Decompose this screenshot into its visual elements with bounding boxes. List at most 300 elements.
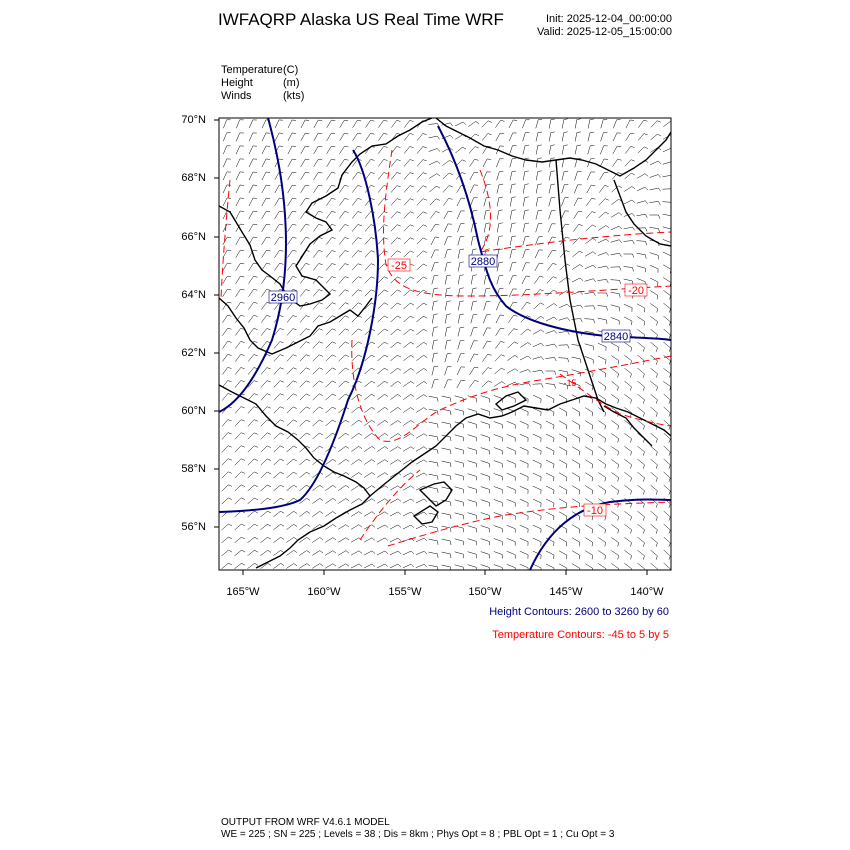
field-height: Height (m) [221, 77, 300, 89]
wind-barb [339, 277, 349, 284]
wind-barb [223, 289, 232, 297]
wind-barb [287, 355, 297, 362]
wind-barb [339, 225, 348, 232]
wind-barb [286, 564, 297, 569]
wind-barb [546, 460, 554, 468]
wind-barb [520, 343, 531, 348]
wind-barb [598, 293, 608, 297]
wind-barb [287, 381, 297, 387]
wind-barb [562, 119, 568, 129]
wind-barb [546, 551, 554, 559]
wind-barb [223, 315, 232, 322]
wind-barb [261, 511, 272, 517]
wind-barb [468, 461, 477, 468]
wind-barb [468, 121, 479, 126]
wind-barb [288, 211, 297, 219]
wind-barb [611, 199, 622, 204]
wind-barb [611, 305, 620, 311]
wind-barb [549, 171, 555, 180]
wind-barb [650, 303, 657, 312]
wind-barb [536, 223, 543, 232]
wind-barb [494, 500, 503, 507]
wind-barb [391, 186, 401, 193]
wind-barb [508, 329, 518, 336]
wind-barb [664, 550, 671, 560]
wind-barb [403, 525, 414, 529]
wind-barb [638, 446, 645, 455]
wind-barb [483, 341, 491, 349]
wind-barb [650, 381, 657, 390]
wind-barb [510, 146, 517, 155]
wind-barb [377, 394, 388, 399]
wind-barb [417, 186, 427, 193]
wind-barb [429, 149, 440, 152]
wind-barb [326, 368, 336, 374]
wind-barb [390, 407, 401, 412]
wind-barb [651, 433, 658, 443]
wind-barb [457, 211, 465, 219]
wind-barb [533, 447, 541, 455]
wind-barb [482, 134, 491, 141]
wind-barb [468, 526, 477, 533]
wind-barb [598, 434, 605, 443]
wind-barb [391, 212, 401, 219]
wind-barb [416, 447, 427, 452]
wind-barb [378, 368, 389, 374]
wind-barb [261, 381, 271, 388]
wind-barb [223, 263, 232, 271]
wind-barb [313, 250, 322, 257]
wind-barb [378, 381, 388, 387]
wind-barb [223, 133, 230, 141]
wind-barb [391, 355, 402, 361]
wind-barb [273, 563, 284, 568]
wind-barb [624, 187, 635, 192]
wind-barb [663, 382, 670, 391]
wind-barb [624, 355, 631, 364]
wind-barb [458, 262, 464, 272]
wind-barb [585, 538, 593, 547]
wind-barb [520, 473, 528, 481]
wind-barb [236, 133, 244, 141]
wind-barb [533, 357, 544, 360]
wind-barb [404, 147, 413, 154]
wind-barb [390, 525, 401, 529]
wind-barb [236, 120, 243, 128]
wind-barb [313, 303, 323, 310]
wind-barb [585, 279, 596, 282]
wind-barb [417, 225, 427, 231]
footer-line-2: WE = 225 ; SN = 225 ; Levels = 38 ; Dis = 8km ; Phys Opt = 8 ; PBL Opt = 1 ; Cu Opt = 3 [221, 829, 615, 840]
wind-barb [572, 408, 580, 416]
wind-barb [496, 159, 503, 167]
wind-barb [365, 355, 375, 361]
wind-barb [223, 120, 230, 128]
wind-barb [378, 225, 388, 232]
wind-barb [651, 134, 661, 140]
wind-barb [249, 289, 258, 296]
wind-barb [391, 251, 401, 257]
wind-barb [260, 563, 271, 568]
lat-label-68: 68°N [181, 172, 206, 184]
wind-barb [404, 290, 414, 296]
wind-barb [366, 133, 375, 140]
map-title: IWFAQRP Alaska US Real Time WRF [218, 10, 504, 29]
wind-barb [429, 474, 439, 480]
wind-barb [585, 525, 593, 534]
wind-barb [624, 433, 631, 442]
wind-barb [223, 224, 231, 232]
wind-barb [520, 564, 528, 572]
wind-barb [651, 472, 658, 482]
wind-barb [442, 409, 451, 415]
wind-barb [403, 499, 414, 503]
wind-barb [650, 175, 661, 178]
wind-barb [598, 343, 606, 351]
wind-barb [572, 564, 580, 573]
wind-barb [339, 290, 349, 297]
wind-barb [339, 251, 349, 258]
wind-barb [339, 303, 349, 310]
wind-barb [261, 472, 271, 478]
wind-barb [390, 368, 401, 374]
wind-barb [274, 472, 284, 478]
wind-barb [509, 276, 516, 285]
wind-barb [312, 511, 323, 516]
wind-barb [429, 136, 440, 139]
wind-barb [494, 526, 503, 533]
wind-barb [222, 563, 233, 569]
lon-label-155: 155°W [388, 586, 422, 598]
lon-label-160: 160°W [307, 586, 341, 598]
wind-barb [248, 302, 257, 309]
wind-barb [416, 342, 427, 347]
wind-barb [455, 539, 464, 545]
wind-barb [390, 381, 401, 386]
wind-barb [338, 446, 349, 451]
wind-barb [651, 446, 658, 456]
wind-barb [288, 159, 296, 167]
wind-barb [313, 316, 323, 323]
wind-barb [223, 237, 231, 245]
wind-barb [274, 368, 284, 375]
wind-barb [664, 303, 671, 312]
temp-label-minus15: -15 [563, 378, 577, 388]
wind-barb [546, 512, 554, 520]
wind-barb [327, 146, 336, 154]
wind-barb [611, 317, 619, 324]
wind-barb [546, 447, 554, 455]
wind-barb [377, 551, 388, 555]
lon-label-150: 150°W [468, 586, 502, 598]
wind-barb [548, 250, 557, 258]
wind-barb [300, 472, 311, 478]
wind-barb [431, 224, 440, 232]
wind-barb [455, 474, 464, 480]
wind-barb [351, 459, 362, 464]
wind-barb [287, 485, 298, 491]
wind-barb [327, 159, 336, 167]
wind-barb [432, 340, 437, 350]
wind-barb [404, 329, 415, 335]
wind-barb [600, 146, 607, 154]
wind-barb [598, 538, 605, 547]
wind-barb [325, 512, 336, 517]
wind-barb [404, 120, 413, 127]
wind-barb [222, 537, 232, 543]
wind-barb [236, 211, 244, 219]
wind-barb [549, 145, 555, 155]
wind-barb [403, 486, 414, 490]
wind-barb [248, 328, 257, 335]
wind-barb [638, 459, 645, 468]
wind-barb [314, 120, 322, 128]
temperature-legend: Temperature Contours: -45 to 5 by 5 [492, 629, 669, 641]
wind-barb [313, 224, 322, 231]
wind-barb [416, 421, 427, 426]
wind-barb [301, 159, 309, 167]
wind-barb [301, 120, 309, 128]
wind-barb [432, 327, 437, 337]
wind-barb [249, 185, 257, 193]
wind-barb [638, 407, 645, 416]
wind-barb [326, 277, 336, 284]
wind-barb [507, 395, 515, 402]
wind-barb [432, 275, 438, 284]
wind-barb [275, 211, 284, 219]
wind-barb [651, 485, 658, 495]
wind-barb [523, 210, 529, 219]
wind-barb [664, 446, 671, 456]
wind-barb [651, 511, 658, 521]
wind-barb [470, 354, 478, 362]
wind-barb [377, 473, 388, 478]
wind-barb [325, 485, 336, 490]
wind-barb [650, 161, 661, 165]
wind-barb [404, 251, 414, 257]
wind-barb [352, 277, 362, 284]
wind-barb [520, 551, 528, 559]
wind-barb [523, 171, 529, 180]
border-line [556, 160, 604, 412]
wind-barb [222, 485, 232, 491]
wind-barb [546, 421, 554, 429]
wind-barb [378, 120, 387, 127]
wind-barb [536, 132, 542, 141]
wind-barb [313, 368, 323, 374]
wind-barb [288, 133, 296, 141]
wind-barb [339, 329, 349, 335]
wind-barb [236, 276, 245, 284]
wind-barb [262, 250, 271, 258]
wind-barb [481, 526, 490, 533]
wind-barb [598, 551, 605, 560]
wind-barb [351, 564, 362, 568]
wind-barb [365, 172, 374, 179]
wind-barb [481, 487, 490, 494]
wind-barb [470, 198, 477, 206]
wind-barb [365, 264, 375, 271]
wind-barb [572, 538, 580, 547]
wind-barb [520, 538, 528, 546]
wind-barb [536, 171, 542, 181]
wind-barb [353, 120, 362, 128]
wind-barb [222, 354, 231, 361]
wind-barb [338, 551, 349, 556]
wind-barb [534, 290, 544, 297]
wind-barb [664, 511, 671, 521]
wind-barb [650, 202, 661, 206]
wind-barb [300, 355, 310, 362]
wind-barb [624, 550, 631, 559]
wind-barb [352, 303, 362, 309]
wind-barb [390, 564, 401, 568]
wind-barb [377, 460, 388, 465]
wind-barb [611, 267, 622, 271]
wind-barb [507, 447, 515, 454]
wind-barb [352, 198, 361, 205]
wind-barb [481, 461, 490, 468]
wind-barb [223, 172, 231, 180]
wind-barb [497, 197, 503, 206]
wind-barb [261, 394, 271, 401]
wind-barb [469, 147, 479, 154]
wind-barb [314, 133, 322, 141]
wind-barb [300, 368, 310, 374]
wind-barb [522, 120, 529, 128]
wind-barb [352, 212, 361, 219]
wind-barb [352, 185, 361, 192]
wind-barb [235, 472, 245, 478]
wind-barb [549, 158, 555, 168]
lat-label-58: 58°N [181, 463, 206, 475]
wind-barb [262, 263, 271, 270]
wind-barb [574, 211, 583, 219]
wind-barb [468, 435, 477, 442]
wind-barb [611, 240, 622, 243]
wind-barb [458, 301, 463, 311]
wind-barb [236, 172, 244, 180]
wind-barb [455, 435, 464, 441]
wind-barb [533, 486, 541, 494]
wind-barb [443, 198, 452, 205]
wind-barb [585, 319, 595, 323]
wind-barb [339, 368, 349, 374]
wind-barb [598, 266, 609, 269]
wind-barb [546, 473, 554, 481]
lat-label-66: 66°N [181, 231, 206, 243]
wind-barb [273, 524, 284, 530]
wind-barb [314, 172, 323, 180]
wind-barb [442, 474, 451, 480]
wind-barb [403, 551, 414, 555]
wind-barb [222, 433, 232, 440]
wind-barb [222, 367, 231, 374]
wind-barb [287, 250, 296, 257]
wind-barb [547, 263, 556, 270]
wind-barb [624, 394, 631, 403]
wind-barb [249, 172, 257, 180]
wind-barb [637, 201, 648, 204]
wind-barb [574, 198, 582, 206]
wind-barb [299, 551, 310, 556]
wind-barb [378, 251, 388, 258]
wind-barb [432, 353, 438, 362]
wind-barb [456, 147, 467, 153]
wind-barb [325, 538, 336, 543]
wind-barb [275, 237, 284, 245]
wind-barb [300, 459, 311, 465]
wind-barb [445, 340, 451, 349]
wind-barb [378, 303, 388, 309]
wind-barb [391, 146, 400, 153]
wind-barb [274, 433, 284, 439]
wind-barb [429, 552, 439, 558]
wind-barb [572, 278, 583, 282]
wind-barb [261, 537, 271, 543]
wind-barb [559, 460, 567, 468]
wind-barb [612, 381, 619, 390]
wind-barb [249, 159, 257, 167]
wind-barb [455, 487, 464, 493]
temp-label-minus20: -20 [628, 285, 644, 297]
wind-barb [262, 172, 270, 180]
wind-barb [236, 159, 244, 167]
wind-barb [235, 407, 245, 414]
wind-barb [638, 524, 645, 533]
wind-barb [429, 526, 439, 532]
wind-barb [650, 228, 660, 233]
wind-barb [624, 200, 635, 204]
wind-barb [458, 249, 464, 258]
wind-barb [236, 302, 245, 309]
wind-barb [286, 524, 297, 529]
wind-barb [429, 487, 439, 493]
wind-barb [497, 171, 504, 180]
wind-barb [507, 355, 518, 360]
wind-barb [625, 368, 632, 377]
wind-barb [572, 460, 580, 468]
wind-barb [455, 448, 464, 454]
wind-barb [378, 212, 388, 219]
wind-barb [523, 145, 529, 154]
field-winds: Winds (kts) [221, 90, 305, 102]
wind-barb [599, 212, 609, 218]
wind-barb [650, 291, 658, 300]
wind-barb [611, 537, 618, 546]
wind-barb [377, 512, 388, 516]
wind-barb [326, 407, 336, 413]
wind-barb [327, 133, 335, 141]
wind-barb [416, 395, 427, 400]
wind-barb [509, 120, 517, 128]
wind-barb [507, 460, 515, 467]
wind-barb [223, 276, 232, 284]
wind-barb [391, 329, 401, 335]
wind-barb [535, 250, 543, 258]
wind-barb [575, 145, 581, 154]
wind-barb [313, 290, 323, 297]
wind-barb [572, 305, 583, 308]
wind-barb [458, 275, 463, 285]
wind-barb [417, 173, 427, 180]
wind-barb [444, 224, 452, 232]
wind-barb [587, 185, 595, 193]
wind-barb [377, 420, 388, 425]
wind-barb [510, 210, 516, 220]
wind-barb [536, 119, 542, 128]
wind-barb [274, 394, 284, 401]
